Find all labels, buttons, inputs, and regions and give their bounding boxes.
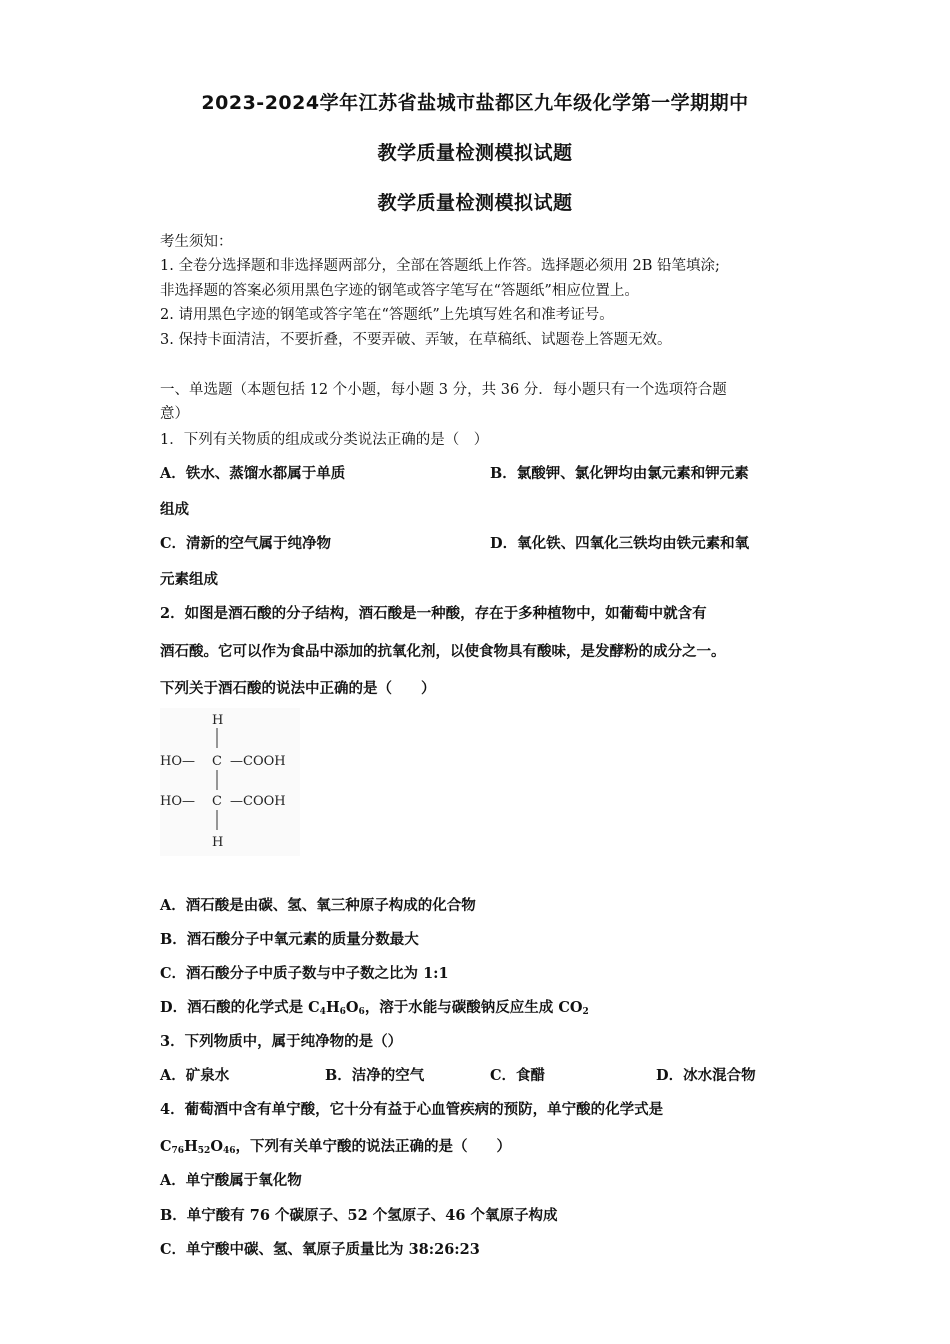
q4-formula-o-sub: 46 — [222, 1146, 236, 1156]
struct-c-1: C — [212, 754, 222, 769]
q4-formula-h: H — [184, 1138, 198, 1155]
notice-item-3: 3. 保持卡面清洁，不要折叠，不要弄破、弄皱，在草稿纸、试题卷上答题无效。 — [160, 332, 672, 348]
struct-cooh-1: —COOH — [230, 754, 286, 769]
exam-title-line1: 2023-2024学年江苏省盐城市盐都区九年级化学第一学期期中 — [201, 92, 749, 114]
q4-formula-c: C — [160, 1138, 172, 1155]
q2-option-d-sub-o: 6 — [358, 1007, 365, 1017]
q3-option-c: C．食醋 — [490, 1067, 546, 1084]
struct-h-top: H — [212, 713, 224, 728]
tartaric-acid-structure-figure — [160, 708, 300, 856]
q4-option-c: C．单宁酸中碳、氢、氧原子质量比为 38:26:23 — [160, 1241, 480, 1258]
q2-option-c: C．酒石酸分子中质子数与中子数之比为 1:1 — [160, 965, 449, 982]
q3-option-d: D．冰水混合物 — [656, 1067, 756, 1084]
q4-formula-o: O — [210, 1138, 223, 1155]
notice-heading: 考生须知： — [160, 234, 233, 250]
struct-c-2: C — [212, 794, 222, 809]
section1-heading-b: 意） — [160, 406, 189, 422]
q4-stem-b — [160, 1135, 511, 1156]
q2-option-d — [160, 996, 589, 1017]
q1-option-c: C．清新的空气属于纯净物 — [160, 535, 332, 552]
q4-option-a: A．单宁酸属于氧化物 — [160, 1172, 302, 1189]
q4-stem-a: 4．葡萄酒中含有单宁酸，它十分有益于心血管疾病的预防，单宁酸的化学式是 — [160, 1101, 664, 1118]
q1-option-d: D．氧化铁、四氧化三铁均由铁元素和氧 — [490, 535, 750, 552]
q1-stem: 1．下列有关物质的组成或分类说法正确的是（ ） — [160, 432, 489, 448]
section1-heading-a: 一、单选题（本题包括 12 个小题，每小题 3 分，共 36 分．每小题只有一个选项符合题 — [160, 382, 727, 398]
q2-option-d-sub-c: 4 — [319, 1007, 326, 1017]
q2-stem-a: 2．如图是酒石酸的分子结构，酒石酸是一种酸，存在于多种植物中，如葡萄中就含有 — [160, 605, 707, 622]
q2-option-d-o: O — [345, 999, 359, 1016]
q4-formula-h-sub: 52 — [197, 1146, 211, 1156]
q3-option-a: A．矿泉水 — [160, 1067, 230, 1084]
notice-item-1a: 1. 全卷分选择题和非选择题两部分，全部在答题纸上作答。选择题必须用 2B 铅笔填涂; — [160, 258, 720, 274]
q2-option-d-sub-h: 6 — [339, 1007, 346, 1017]
q1-option-b: B．氯酸钾、氯化钾均由氯元素和钾元素 — [490, 465, 749, 482]
q3-options-row — [160, 1064, 860, 1084]
q4-option-b: B．单宁酸有 76 个碳原子、52 个氢原子、46 个氧原子构成 — [160, 1207, 558, 1224]
q4-formula-c-sub: 76 — [171, 1146, 185, 1156]
q1-options-row2 — [160, 532, 860, 553]
q3-stem: 3．下列物质中，属于纯净物的是（） — [160, 1033, 403, 1050]
struct-ho-2: HO— — [160, 794, 195, 809]
q2-option-d-prefix: D．酒石酸的化学式是 C — [160, 999, 320, 1016]
q2-option-d-sub-co2: 2 — [582, 1007, 589, 1017]
q2-option-d-h: H — [325, 999, 340, 1016]
q4-stem-b-rest: ，下列有关单宁酸的说法正确的是（ ） — [235, 1138, 511, 1155]
notice-item-1b: 非选择题的答案必须用黑色字迹的钢笔或答字笔写在“答题纸”相应位置上。 — [160, 283, 639, 299]
q3-option-b: B．洁净的空气 — [325, 1067, 425, 1084]
exam-title-line2: 教学质量检测模拟试题 — [377, 142, 573, 164]
struct-h-bottom: H — [212, 835, 224, 850]
q2-stem-c: 下列关于酒石酸的说法中正确的是（ ） — [160, 680, 436, 697]
q1-option-a: A．铁水、蒸馏水都属于单质 — [160, 465, 346, 482]
q1-option-b-cont: 组成 — [160, 501, 189, 518]
q2-option-a: A．酒石酸是由碳、氢、氧三种原子构成的化合物 — [160, 897, 476, 914]
q2-option-b: B．酒石酸分子中氧元素的质量分数最大 — [160, 931, 419, 948]
q2-option-d-mid: ，溶于水能与碳酸钠反应生成 CO — [364, 999, 583, 1016]
exam-title-line3: 教学质量检测模拟试题 — [377, 192, 573, 214]
notice-item-2: 2. 请用黑色字迹的钢笔或答字笔在“答题纸”上先填写姓名和准考证号。 — [160, 307, 614, 323]
q1-option-d-cont: 元素组成 — [160, 571, 218, 588]
q2-stem-b: 酒石酸。它可以作为食品中添加的抗氧化剂，以使食物具有酸味，是发酵粉的成分之一。 — [160, 643, 726, 660]
struct-ho-1: HO— — [160, 754, 195, 769]
struct-cooh-2: —COOH — [230, 794, 286, 809]
q1-options-row1 — [160, 462, 860, 483]
